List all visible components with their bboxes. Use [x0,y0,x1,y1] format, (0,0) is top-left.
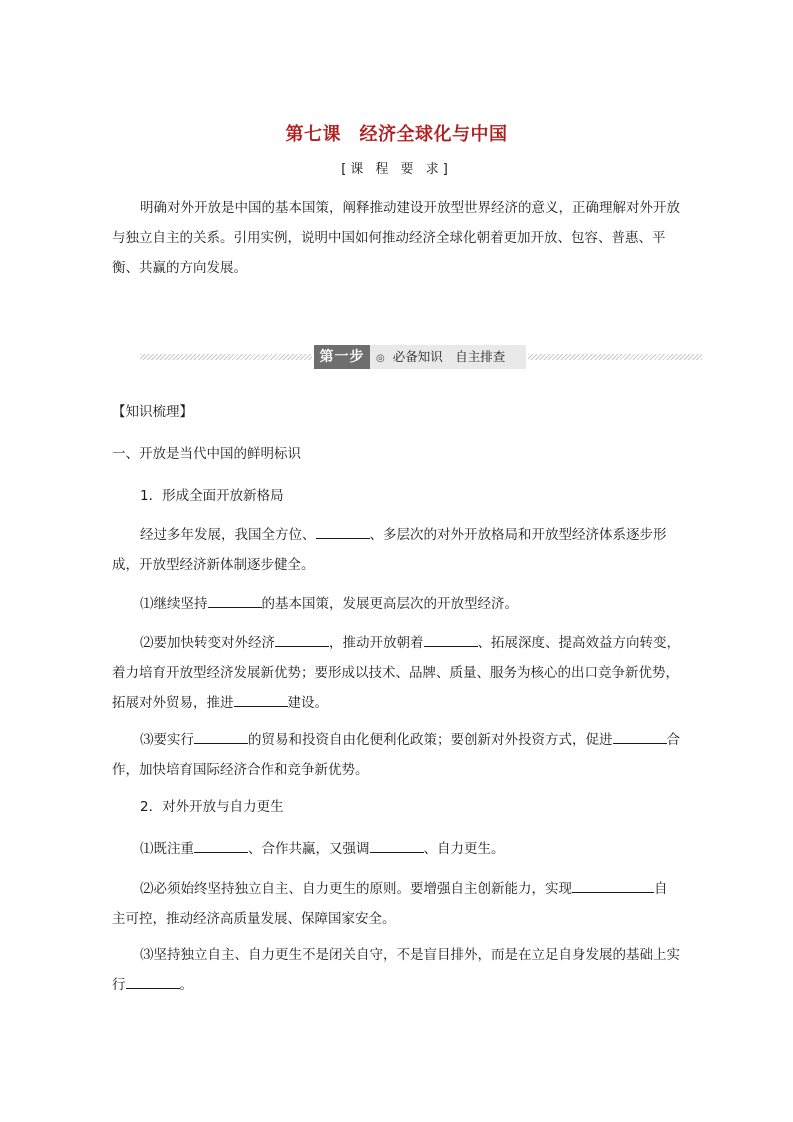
text-segment: 经过多年发展，我国全方位、 [140,527,316,543]
step-label-box [370,345,526,369]
text-segment: 、多层次的对外开放格局和开放型经济体系逐步形成，开放型经济新体制逐步健全。 [112,527,667,573]
fill-blank[interactable] [194,838,248,853]
part-heading-1: 一、开放是当代中国的鲜明标识 [112,446,301,462]
text-segment: ⑶要实行 [140,732,194,748]
text-segment: 建设。 [287,695,328,711]
text-segment: 。 [179,977,193,993]
item-2-3 [112,940,680,1000]
lesson-title: 第七课 经济全球化与中国 [285,124,508,145]
fill-blank[interactable] [275,632,329,647]
item-2-1 [112,834,680,864]
text-segment: ⑴既注重 [140,841,194,857]
bullet-icon: ◎ [376,353,385,364]
banner-stripe-right [528,354,702,360]
fill-blank[interactable] [424,632,478,647]
paragraph-1 [112,520,680,580]
step-badge: 第一步 [314,345,370,369]
banner-stripe-left [140,354,312,360]
section-heading: 【知识梳理】 [112,404,193,420]
text-segment: ⑴继续坚持 [140,596,208,612]
item-1-1 [112,589,680,619]
item-1-3 [112,725,680,785]
text-segment: 合作，加快培育国际经济合作和竞争新优势。 [112,732,680,778]
step-label: 必备知识 自主排查 [392,349,506,364]
subheading-1: 1．形成全面开放新格局 [140,488,284,504]
intro-paragraph: 明确对外开放是中国的基本国策，阐释推动建设开放型世界经济的意义，正确理解对外开放与独立自主的关系。引用实例，说明中国如何推动经济全球化朝着更加开放、包容、普惠、平衡、共赢的方向发展。 [112,200,680,276]
text-segment: 的基本国策，发展更高层次的开放型经济。 [261,596,518,612]
fill-blank[interactable] [316,524,370,539]
text-segment: ⑶坚持独立自主、自力更生不是闭关自守，不是盲目排外，而是在立足自身发展的基础上实行 [112,947,680,993]
fill-blank[interactable] [234,692,288,707]
text-segment: 、合作共赢，又强调 [248,841,370,857]
fill-blank[interactable] [126,974,180,989]
text-segment: ⑵必须始终坚持独立自主、自力更生的原则。要增强自主创新能力，实现 [140,881,572,897]
step-banner [140,345,702,369]
item-2-2 [112,874,680,934]
text-segment: 自主可控，推动经济高质量发展、保障国家安全。 [112,881,668,927]
fill-blank[interactable] [370,838,424,853]
fill-blank[interactable] [613,729,667,744]
item-1-2 [112,628,680,718]
course-requirements-heading: [课 程 要 求] [341,162,452,177]
text-segment: 的贸易和投资自由化便利化政策；要创新对外投资方式，促进 [248,732,613,748]
text-segment: ⑵要加快转变对外经济 [140,635,275,651]
fill-blank[interactable] [194,729,248,744]
text-segment: 、拓展深度、提高效益方向转变，着力培育开放型经济发展新优势；要形成以技术、品牌、质量、服务为核心的出口竞争新优势，拓展对外贸易，推进 [112,635,680,711]
text-segment: ，推动开放朝着 [329,635,424,651]
fill-blank[interactable] [208,593,262,608]
text-segment: 、自力更生。 [423,841,505,857]
subheading-2: 2．对外开放与自力更生 [140,799,284,815]
fill-blank[interactable] [572,878,654,893]
